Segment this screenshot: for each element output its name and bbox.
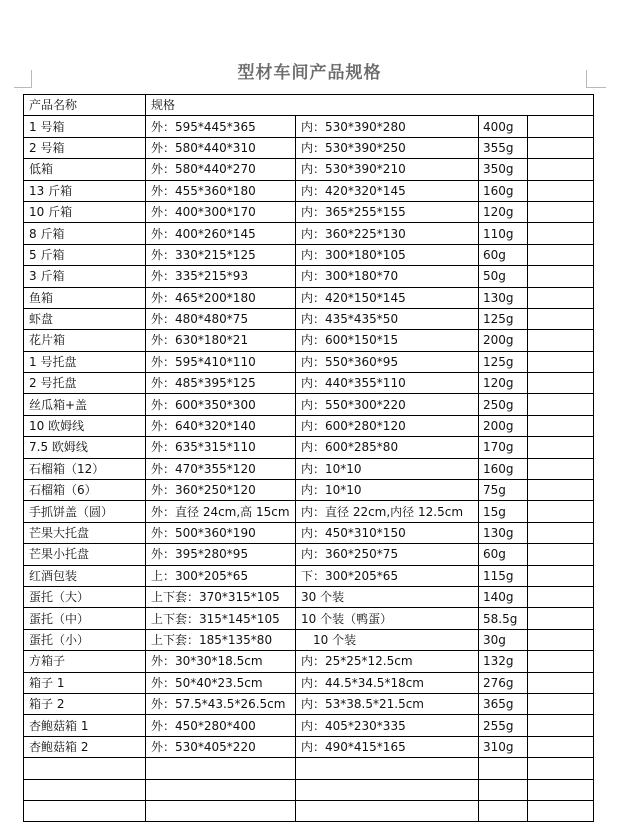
outer-dimension-cell: 外：465*200*180 — [146, 287, 296, 308]
product-name-cell: 蛋托（小） — [24, 629, 146, 650]
empty-table-row — [24, 758, 594, 779]
table-row — [24, 180, 594, 201]
table-row — [24, 544, 594, 565]
weight-cell: 110g — [479, 223, 528, 244]
empty-cell — [146, 800, 296, 821]
product-name-cell: 13 斤箱 — [24, 180, 146, 201]
product-name-cell: 1 号托盘 — [24, 351, 146, 372]
outer-dimension-cell: 外：595*445*365 — [146, 116, 296, 137]
page-corner-mark-right — [586, 87, 606, 88]
weight-cell: 200g — [479, 415, 528, 436]
table-row — [24, 693, 594, 714]
inner-dimension-cell: 内：405*230*335 — [296, 715, 479, 736]
outer-dimension-cell: 上下套：370*315*105 — [146, 586, 296, 607]
outer-dimension-cell: 外：395*280*95 — [146, 544, 296, 565]
table-row — [24, 244, 594, 265]
outer-dimension-cell: 上下套：315*145*105 — [146, 608, 296, 629]
weight-cell: 115g — [479, 565, 528, 586]
outer-dimension-cell: 外：400*300*170 — [146, 201, 296, 222]
table-row — [24, 458, 594, 479]
product-name-cell: 蛋托（中） — [24, 608, 146, 629]
table-row — [24, 736, 594, 757]
table-row — [24, 201, 594, 222]
outer-dimension-cell: 外：335*215*93 — [146, 266, 296, 287]
weight-cell: 30g — [479, 629, 528, 650]
empty-cell — [528, 480, 594, 501]
table-row — [24, 137, 594, 158]
outer-dimension-cell: 外：30*30*18.5cm — [146, 651, 296, 672]
outer-dimension-cell: 外：470*355*120 — [146, 458, 296, 479]
inner-dimension-cell: 内：25*25*12.5cm — [296, 651, 479, 672]
empty-cell — [528, 651, 594, 672]
empty-cell — [24, 779, 146, 800]
empty-cell — [528, 266, 594, 287]
empty-cell — [528, 330, 594, 351]
empty-cell — [24, 758, 146, 779]
inner-dimension-cell: 内：550*360*95 — [296, 351, 479, 372]
outer-dimension-cell: 外：485*395*125 — [146, 373, 296, 394]
product-name-cell: 10 欧姆线 — [24, 415, 146, 436]
empty-cell — [528, 437, 594, 458]
weight-cell: 250g — [479, 394, 528, 415]
outer-dimension-cell: 外：直径 24cm,高 15cm — [146, 501, 296, 522]
weight-cell: 355g — [479, 137, 528, 158]
empty-table-row — [24, 800, 594, 821]
inner-dimension-cell: 内：365*255*155 — [296, 201, 479, 222]
inner-dimension-cell: 内：420*150*145 — [296, 287, 479, 308]
inner-dimension-cell: 内：10*10 — [296, 458, 479, 479]
inner-dimension-cell: 内：600*280*120 — [296, 415, 479, 436]
inner-dimension-cell: 30 个装 — [296, 586, 479, 607]
product-name-cell: 花片箱 — [24, 330, 146, 351]
outer-dimension-cell: 上下套：185*135*80 — [146, 629, 296, 650]
inner-dimension-cell: 内：300*180*70 — [296, 266, 479, 287]
inner-dimension-cell: 内：550*300*220 — [296, 394, 479, 415]
table-row — [24, 373, 594, 394]
inner-dimension-cell: 10 个装（鸭蛋） — [296, 608, 479, 629]
weight-cell: 58.5g — [479, 608, 528, 629]
table-row — [24, 330, 594, 351]
table-row — [24, 159, 594, 180]
weight-cell: 125g — [479, 308, 528, 329]
page-corner-mark-left — [14, 87, 32, 88]
product-name-cell: 鱼箱 — [24, 287, 146, 308]
empty-cell — [479, 800, 528, 821]
inner-dimension-cell: 内：360*225*130 — [296, 223, 479, 244]
empty-cell — [528, 779, 594, 800]
empty-cell — [528, 351, 594, 372]
document-title: 型材车间产品规格 — [237, 63, 382, 83]
empty-table-row — [24, 779, 594, 800]
spec-table — [23, 94, 594, 822]
empty-cell — [528, 758, 594, 779]
outer-dimension-cell: 外：400*260*145 — [146, 223, 296, 244]
empty-cell — [528, 608, 594, 629]
empty-cell — [528, 715, 594, 736]
weight-cell: 200g — [479, 330, 528, 351]
inner-dimension-cell: 内：440*355*110 — [296, 373, 479, 394]
weight-cell: 160g — [479, 180, 528, 201]
table-row — [24, 565, 594, 586]
empty-cell — [296, 758, 479, 779]
weight-cell: 310g — [479, 736, 528, 757]
table-row — [24, 715, 594, 736]
weight-cell: 350g — [479, 159, 528, 180]
empty-cell — [479, 758, 528, 779]
table-row — [24, 394, 594, 415]
weight-cell: 365g — [479, 693, 528, 714]
table-row — [24, 437, 594, 458]
outer-dimension-cell: 外：57.5*43.5*26.5cm — [146, 693, 296, 714]
product-name-cell: 箱子 2 — [24, 693, 146, 714]
weight-cell: 15g — [479, 501, 528, 522]
empty-cell — [528, 394, 594, 415]
weight-cell: 60g — [479, 244, 528, 265]
inner-dimension-cell: 内：10*10 — [296, 480, 479, 501]
outer-dimension-cell: 外：530*405*220 — [146, 736, 296, 757]
product-name-cell: 7.5 欧姆线 — [24, 437, 146, 458]
empty-cell — [528, 522, 594, 543]
weight-cell: 120g — [479, 373, 528, 394]
outer-dimension-cell: 外：450*280*400 — [146, 715, 296, 736]
outer-dimension-cell: 外：600*350*300 — [146, 394, 296, 415]
outer-dimension-cell: 外：640*320*140 — [146, 415, 296, 436]
table-row — [24, 672, 594, 693]
product-name-cell: 方箱子 — [24, 651, 146, 672]
weight-cell: 120g — [479, 201, 528, 222]
empty-cell — [296, 800, 479, 821]
weight-cell: 255g — [479, 715, 528, 736]
table-row — [24, 608, 594, 629]
outer-dimension-cell: 外：50*40*23.5cm — [146, 672, 296, 693]
outer-dimension-cell: 外：580*440*270 — [146, 159, 296, 180]
outer-dimension-cell: 外：360*250*120 — [146, 480, 296, 501]
product-name-cell: 10 斤箱 — [24, 201, 146, 222]
product-name-cell: 丝瓜箱+盖 — [24, 394, 146, 415]
table-row — [24, 522, 594, 543]
table-row — [24, 116, 594, 137]
inner-dimension-cell: 内：600*285*80 — [296, 437, 479, 458]
outer-dimension-cell: 外：635*315*110 — [146, 437, 296, 458]
header-product-name: 产品名称 — [24, 95, 146, 116]
inner-dimension-cell: 内：420*320*145 — [296, 180, 479, 201]
empty-cell — [528, 244, 594, 265]
product-name-cell: 8 斤箱 — [24, 223, 146, 244]
weight-cell: 130g — [479, 287, 528, 308]
empty-cell — [528, 693, 594, 714]
product-name-cell: 杏鲍菇箱 1 — [24, 715, 146, 736]
weight-cell: 170g — [479, 437, 528, 458]
outer-dimension-cell: 外：580*440*310 — [146, 137, 296, 158]
empty-cell — [24, 800, 146, 821]
empty-cell — [146, 779, 296, 800]
weight-cell: 132g — [479, 651, 528, 672]
empty-cell — [528, 287, 594, 308]
table-row — [24, 266, 594, 287]
empty-cell — [528, 501, 594, 522]
empty-cell — [296, 779, 479, 800]
table-header-row — [24, 95, 594, 116]
inner-dimension-cell: 内：450*310*150 — [296, 522, 479, 543]
weight-cell: 75g — [479, 480, 528, 501]
empty-cell — [528, 223, 594, 244]
product-name-cell: 芒果大托盘 — [24, 522, 146, 543]
inner-dimension-cell: 内：530*390*250 — [296, 137, 479, 158]
outer-dimension-cell: 外：455*360*180 — [146, 180, 296, 201]
inner-dimension-cell: 下：300*205*65 — [296, 565, 479, 586]
inner-dimension-cell: 内：530*390*210 — [296, 159, 479, 180]
empty-cell — [528, 308, 594, 329]
header-spec: 规格 — [146, 95, 594, 116]
inner-dimension-cell: 内：300*180*105 — [296, 244, 479, 265]
empty-cell — [479, 779, 528, 800]
table-row — [24, 415, 594, 436]
empty-cell — [528, 800, 594, 821]
product-name-cell: 红酒包装 — [24, 565, 146, 586]
table-row — [24, 629, 594, 650]
product-name-cell: 杏鲍菇箱 2 — [24, 736, 146, 757]
empty-cell — [528, 736, 594, 757]
product-name-cell: 箱子 1 — [24, 672, 146, 693]
empty-cell — [528, 586, 594, 607]
inner-dimension-cell: 内：直径 22cm,内径 12.5cm — [296, 501, 479, 522]
outer-dimension-cell: 外：500*360*190 — [146, 522, 296, 543]
product-name-cell: 虾盘 — [24, 308, 146, 329]
empty-cell — [528, 116, 594, 137]
product-name-cell: 蛋托（大） — [24, 586, 146, 607]
inner-dimension-cell: 内：360*250*75 — [296, 544, 479, 565]
weight-cell: 130g — [479, 522, 528, 543]
product-name-cell: 芒果小托盘 — [24, 544, 146, 565]
empty-cell — [146, 758, 296, 779]
outer-dimension-cell: 外：480*480*75 — [146, 308, 296, 329]
empty-cell — [528, 180, 594, 201]
outer-dimension-cell: 外：330*215*125 — [146, 244, 296, 265]
weight-cell: 60g — [479, 544, 528, 565]
inner-dimension-cell: 内：53*38.5*21.5cm — [296, 693, 479, 714]
product-name-cell: 2 号托盘 — [24, 373, 146, 394]
inner-dimension-cell: 内：435*435*50 — [296, 308, 479, 329]
product-name-cell: 3 斤箱 — [24, 266, 146, 287]
product-name-cell: 1 号箱 — [24, 116, 146, 137]
empty-cell — [528, 201, 594, 222]
inner-dimension-cell: 内：600*150*15 — [296, 330, 479, 351]
outer-dimension-cell: 外：595*410*110 — [146, 351, 296, 372]
table-row — [24, 308, 594, 329]
inner-dimension-cell: 内：490*415*165 — [296, 736, 479, 757]
product-name-cell: 低箱 — [24, 159, 146, 180]
empty-cell — [528, 565, 594, 586]
product-name-cell: 手抓饼盖（圆） — [24, 501, 146, 522]
table-row — [24, 223, 594, 244]
table-row — [24, 651, 594, 672]
inner-dimension-cell: 10 个装 — [296, 629, 479, 650]
outer-dimension-cell: 外：630*180*21 — [146, 330, 296, 351]
weight-cell: 140g — [479, 586, 528, 607]
empty-cell — [528, 415, 594, 436]
table-row — [24, 586, 594, 607]
empty-cell — [528, 629, 594, 650]
outer-dimension-cell: 上：300*205*65 — [146, 565, 296, 586]
inner-dimension-cell: 内：44.5*34.5*18cm — [296, 672, 479, 693]
product-name-cell: 石榴箱（6） — [24, 480, 146, 501]
product-name-cell: 5 斤箱 — [24, 244, 146, 265]
empty-cell — [528, 672, 594, 693]
spec-table-body — [24, 95, 594, 822]
inner-dimension-cell: 内：530*390*280 — [296, 116, 479, 137]
weight-cell: 276g — [479, 672, 528, 693]
weight-cell: 400g — [479, 116, 528, 137]
empty-cell — [528, 458, 594, 479]
empty-cell — [528, 544, 594, 565]
weight-cell: 50g — [479, 266, 528, 287]
weight-cell: 125g — [479, 351, 528, 372]
empty-cell — [528, 373, 594, 394]
table-row — [24, 351, 594, 372]
product-name-cell: 石榴箱（12） — [24, 458, 146, 479]
table-row — [24, 287, 594, 308]
weight-cell: 160g — [479, 458, 528, 479]
empty-cell — [528, 159, 594, 180]
empty-cell — [528, 137, 594, 158]
table-row — [24, 480, 594, 501]
product-name-cell: 2 号箱 — [24, 137, 146, 158]
table-row — [24, 501, 594, 522]
